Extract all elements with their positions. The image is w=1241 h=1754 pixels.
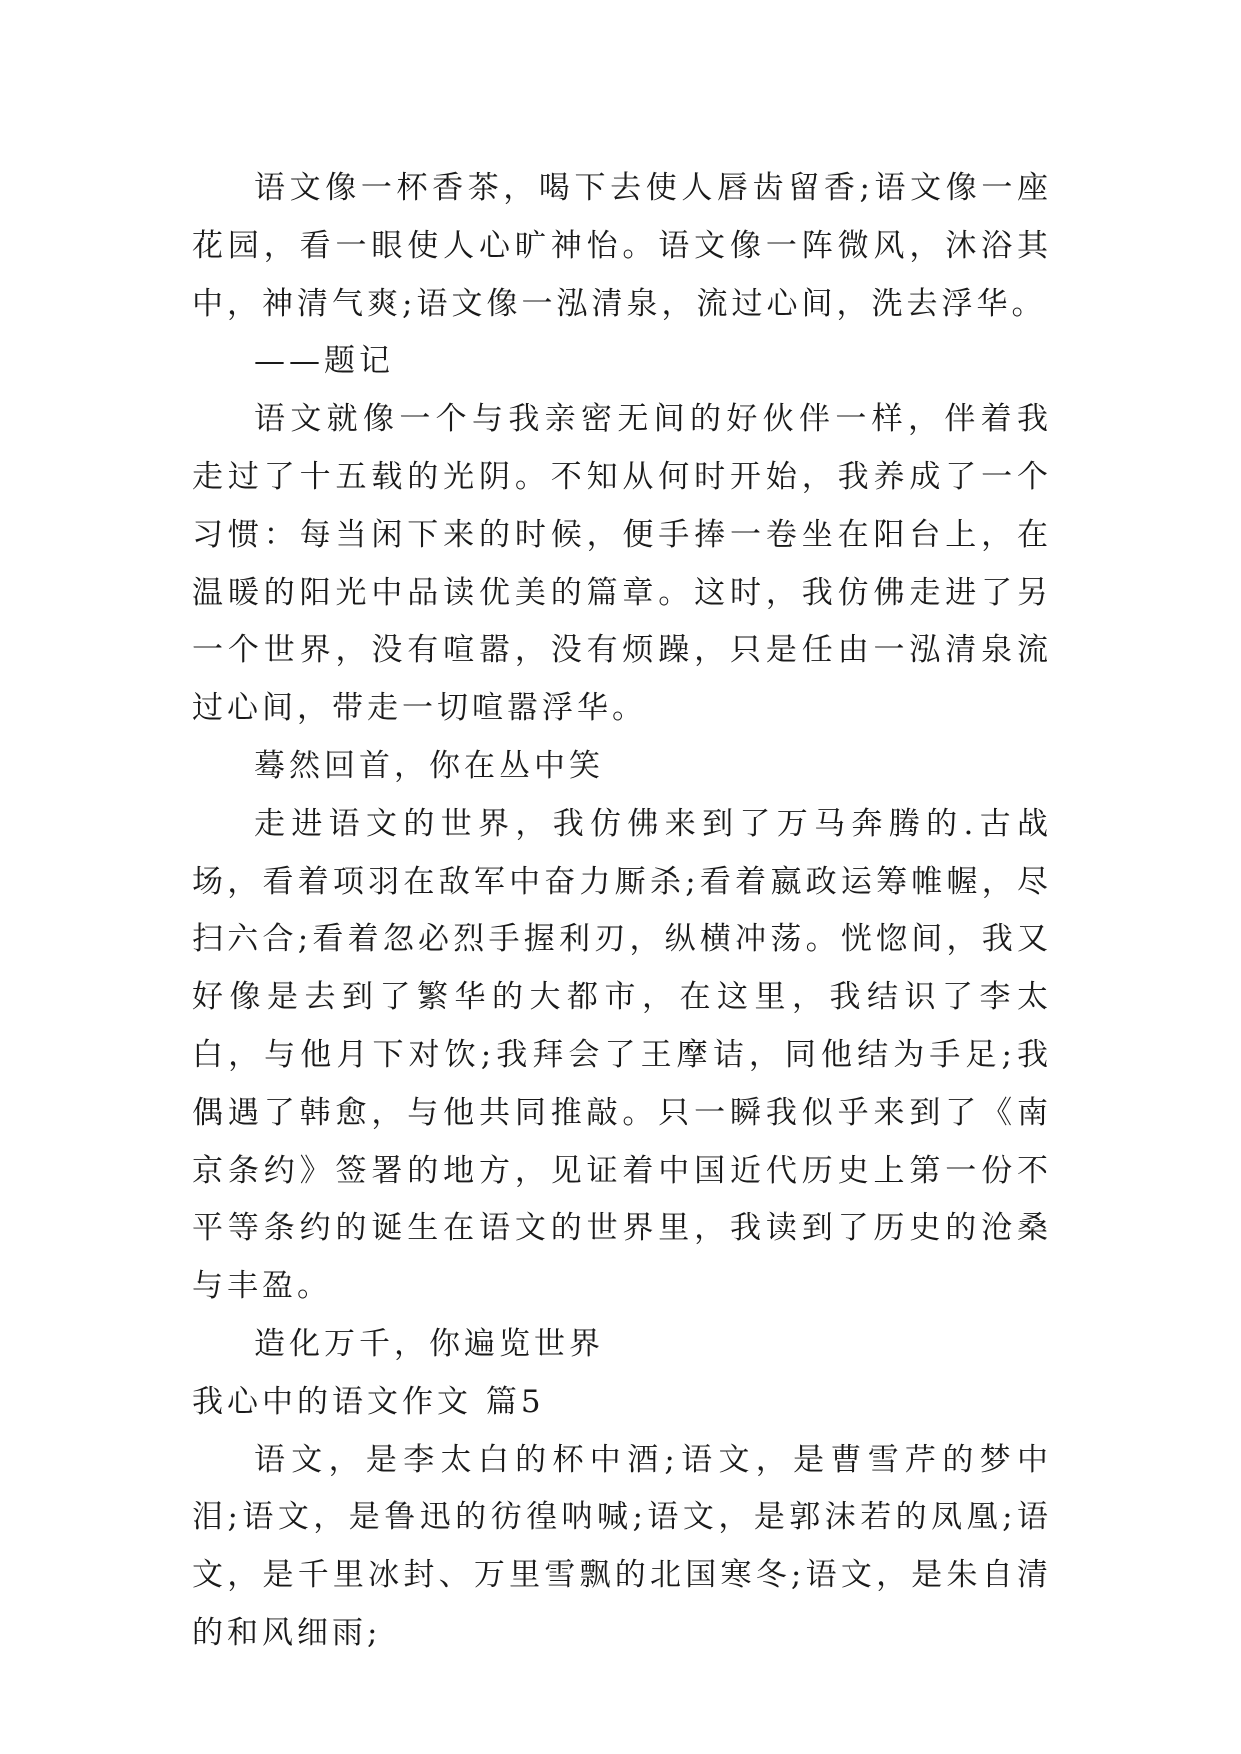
body-paragraph: 语文，是李太白的杯中酒;语文，是曹雪芹的梦中泪;语文，是鲁迅的彷徨呐喊;语文，是郭沫若的凤凰;语文，是千里冰封、万里雪飘的北国寒冬;语文，是朱自清的和风细雨; (192, 1441, 1052, 1651)
section-subtitle: 造化万千，你遍览世界 (254, 1325, 604, 1362)
section-subtitle: 蓦然回首，你在丛中笑 (254, 747, 604, 784)
intro-paragraph: 语文像一杯香茶，喝下去使人唇齿留香;语文像一座花园，看一眼使人心旷神怡。语文像一阵微风，沐浴其中，神清气爽;语文像一泓清泉，流过心间，洗去浮华。 (192, 170, 1052, 322)
essay-heading: 我心中的语文作文 篇5 (192, 1383, 545, 1420)
body-paragraph: 走进语文的世界，我仿佛来到了万马奔腾的.古战场，看着项羽在敌军中奋力厮杀;看着嬴政运筹帷幄，尽扫六合;看着忽必烈手握利刃，纵横冲荡。恍惚间，我又好像是去到了繁华的大都市，在这里，我结识了李太白，与他月下对饮;我拜会了王摩诘，同他结为手足;我偶遇了韩愈，与他共同推敲。只一瞬我似乎来到了《南京条约》签署的地方，见证着中国近代历史上第一份不平等条约的诞生在语文的世界里，我读到了历史的沧桑与丰盈。 (192, 805, 1052, 1305)
epigraph-attribution: ——题记 (254, 343, 394, 380)
body-paragraph: 语文就像一个与我亲密无间的好伙伴一样，伴着我走过了十五载的光阴。不知从何时开始，我养成了一个习惯：每当闲下来的时候，便手捧一卷坐在阳台上，在温暖的阳光中品读优美的篇章。这时，我仿佛走进了另一个世界，没有喧嚣，没有烦躁，只是任由一泓清泉流过心间，带走一切喧嚣浮华。 (192, 401, 1052, 727)
document-page (192, 160, 1052, 1663)
